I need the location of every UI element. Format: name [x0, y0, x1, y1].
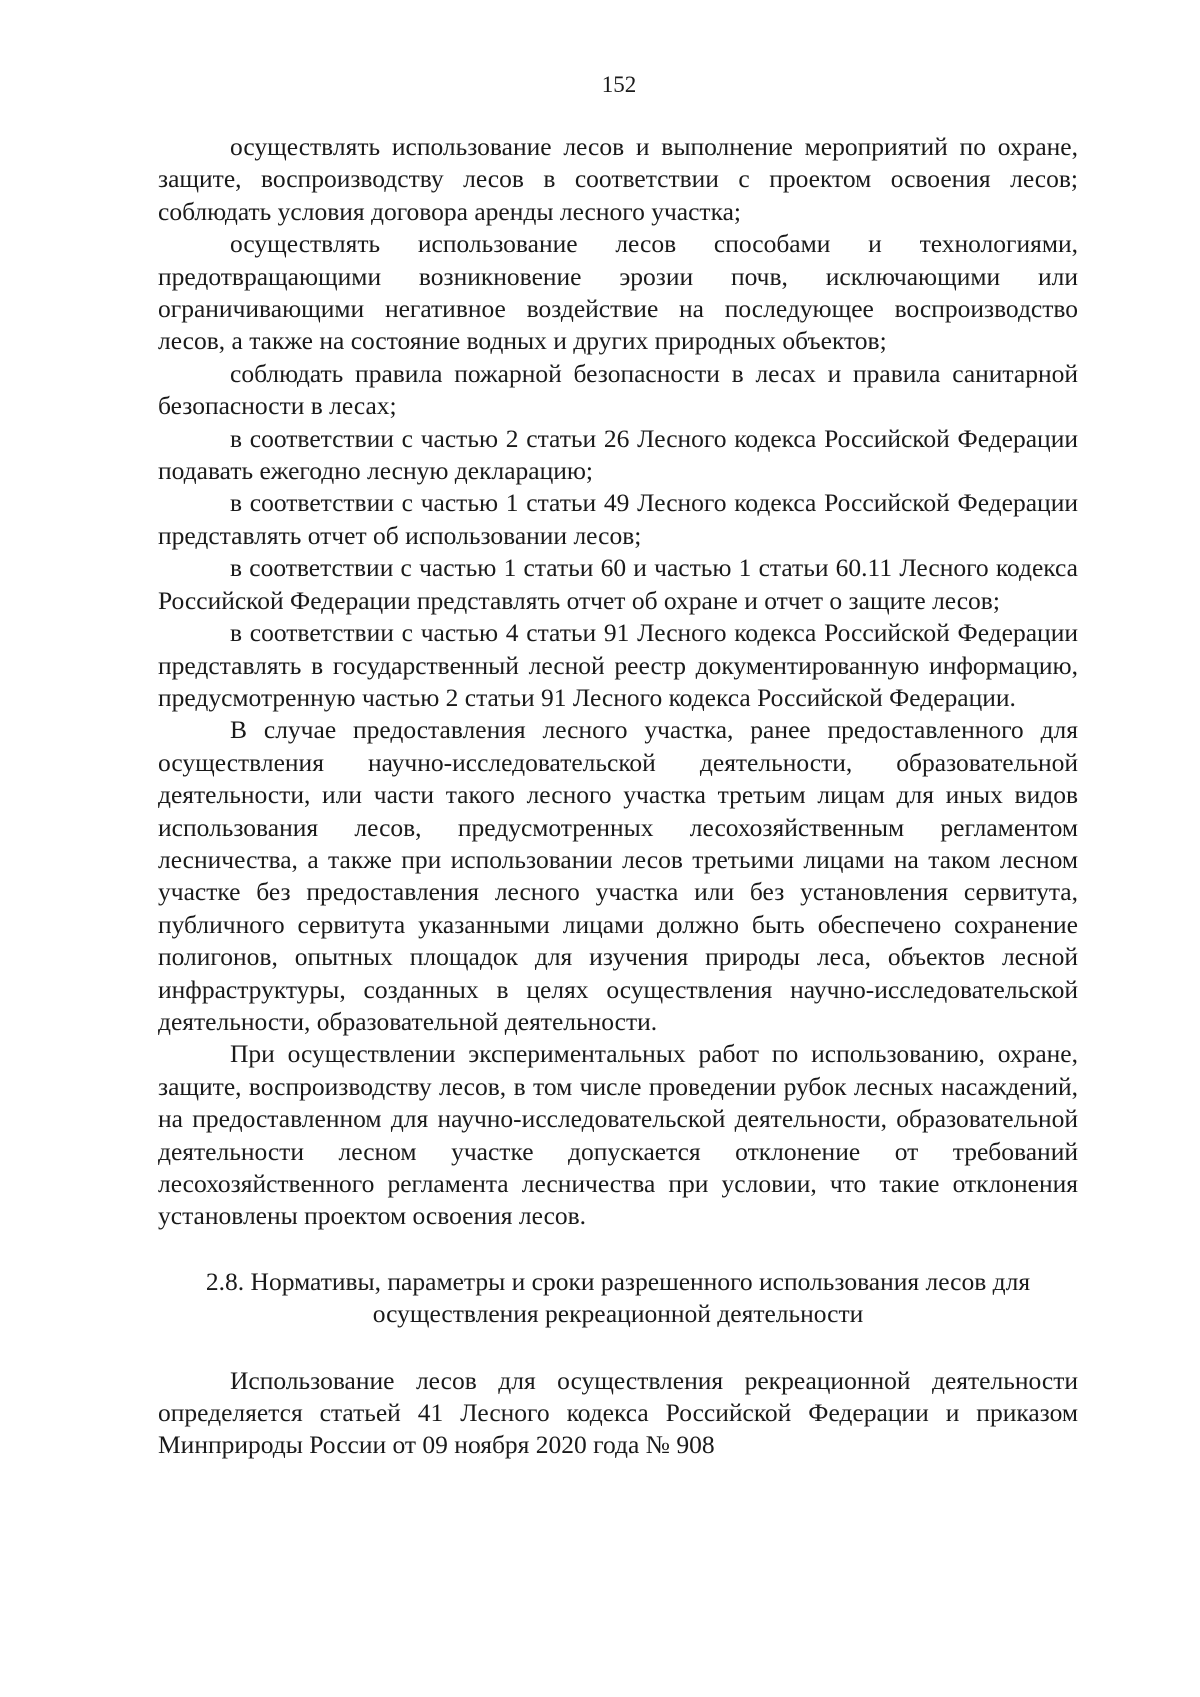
section-heading-line: осуществления рекреационной деятельности: [372, 1299, 864, 1329]
paragraph: В случае предоставления лесного участка, ранее предоставленного для осуществления научно-исследовательской деятельности, образовательной деятельности, или части такого лесного участка третьим лицам для иных видов использования лесов, предусмотренных лесохозяйственным регламентом лесничества, а также при использовании лесов третьими лицами на таком лесном участке без предоставления лесного участка или без установления сервитута, публичного сервитута указанными лицами должно быть обеспечено сохранение полигонов, опытных площадок для изучения природы леса, объектов лесной инфраструктуры, созданных в целях осуществления научно-исследовательской деятельности, образовательной деятельности.: [158, 715, 1078, 1036]
paragraph: При осуществлении экспериментальных работ по использованию, охране, защите, воспроизводству лесов, в том числе проведении рубок лесных насаждений, на предоставленном для научно-исследовательской деятельности, образовательной деятельности лесном участке допускается отклонение от требований лесохозяйственного регламента лесничества при условии, что такие отклонения установлены проектом освоения лесов.: [158, 1039, 1078, 1231]
page-number: 152: [601, 72, 637, 97]
section-heading-line: 2.8. Нормативы, параметры и сроки разрешенного использования лесов для: [205, 1266, 1031, 1296]
paragraph: в соответствии с частью 1 статьи 60 и частью 1 статьи 60.11 Лесного кодекса Российской Федерации представлять отчет об охране и отчет о защите лесов;: [158, 553, 1078, 615]
paragraph: осуществлять использование лесов способами и технологиями, предотвращающими возникновение эрозии почв, исключающими или ограничивающими негативное воздействие на последующее воспроизводство лесов, а также на состояние водных и других природных объектов;: [158, 229, 1078, 356]
paragraph: осуществлять использование лесов и выполнение мероприятий по охране, защите, воспроизводству лесов в соответствии с проектом освоения лесов; соблюдать условия договора аренды лесного участка;: [158, 132, 1078, 226]
paragraph: Использование лесов для осуществления рекреационной деятельности определяется статьей 41 Лесного кодекса Российской Федерации и приказом Минприроды России от 09 ноября 2020 года № 908: [158, 1365, 1078, 1460]
paragraph: в соответствии с частью 4 статьи 91 Лесного кодекса Российской Федерации представлять в государственный лесной реестр документированную информацию, предусмотренную частью 2 статьи 91 Лесного кодекса Российской Федерации.: [158, 618, 1078, 712]
section-heading: [158, 1266, 1078, 1331]
paragraph: в соответствии с частью 2 статьи 26 Лесного кодекса Российской Федерации подавать ежегодно лесную декларацию;: [158, 423, 1078, 486]
document-body: [158, 131, 1078, 1462]
paragraph: соблюдать правила пожарной безопасности в лесах и правила санитарной безопасности в лесах;: [158, 358, 1078, 421]
paragraph: в соответствии с частью 1 статьи 49 Лесного кодекса Российской Федерации представлять отчет об использовании лесов;: [158, 488, 1078, 550]
